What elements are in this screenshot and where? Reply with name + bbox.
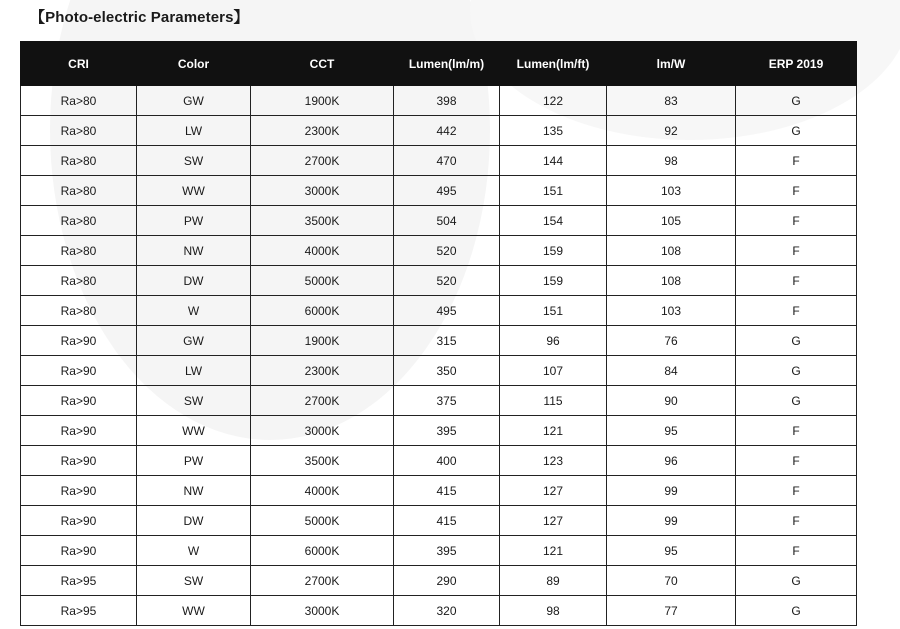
erp-2019-cell: F	[736, 416, 857, 446]
lumens-per-watt-cell: 95	[607, 536, 736, 566]
cri-cell: Ra>80	[21, 86, 137, 116]
column-header-erp-2019: ERP 2019	[736, 42, 857, 86]
cri-cell: Ra>80	[21, 116, 137, 146]
lumens-per-watt-cell: 90	[607, 386, 736, 416]
cct-cell: 3000K	[251, 176, 394, 206]
color-cell: WW	[137, 176, 251, 206]
cri-cell: Ra>90	[21, 386, 137, 416]
color-cell: SW	[137, 566, 251, 596]
column-header-lumen-per-foot: Lumen(lm/ft)	[500, 42, 607, 86]
cri-cell: Ra>80	[21, 176, 137, 206]
cct-cell: 4000K	[251, 236, 394, 266]
lumen-per-meter-cell: 350	[394, 356, 500, 386]
lumens-per-watt-cell: 108	[607, 236, 736, 266]
lumen-per-meter-cell: 315	[394, 326, 500, 356]
lumen-per-foot-cell: 159	[500, 236, 607, 266]
cri-cell: Ra>90	[21, 416, 137, 446]
lumen-per-meter-cell: 415	[394, 476, 500, 506]
lumen-per-meter-cell: 495	[394, 296, 500, 326]
erp-2019-cell: G	[736, 596, 857, 626]
lumens-per-watt-cell: 83	[607, 86, 736, 116]
color-cell: GW	[137, 326, 251, 356]
lumen-per-foot-cell: 96	[500, 326, 607, 356]
lumen-per-meter-cell: 400	[394, 446, 500, 476]
cri-cell: Ra>90	[21, 326, 137, 356]
table-row	[21, 326, 857, 356]
lumen-per-meter-cell: 290	[394, 566, 500, 596]
lumen-per-foot-cell: 127	[500, 476, 607, 506]
table-body	[21, 86, 857, 626]
table-row	[21, 476, 857, 506]
erp-2019-cell: G	[736, 326, 857, 356]
color-cell: PW	[137, 446, 251, 476]
lumen-per-foot-cell: 115	[500, 386, 607, 416]
lumen-per-foot-cell: 123	[500, 446, 607, 476]
cri-cell: Ra>95	[21, 596, 137, 626]
cri-cell: Ra>90	[21, 446, 137, 476]
lumen-per-foot-cell: 89	[500, 566, 607, 596]
color-cell: SW	[137, 146, 251, 176]
table-row	[21, 416, 857, 446]
cct-cell: 2700K	[251, 386, 394, 416]
cri-cell: Ra>80	[21, 236, 137, 266]
erp-2019-cell: F	[736, 176, 857, 206]
erp-2019-cell: F	[736, 146, 857, 176]
column-header-color: Color	[137, 42, 251, 86]
table-row	[21, 206, 857, 236]
table-header	[21, 42, 857, 86]
table-row	[21, 536, 857, 566]
cri-cell: Ra>95	[21, 566, 137, 596]
lumen-per-foot-cell: 135	[500, 116, 607, 146]
lumen-per-meter-cell: 415	[394, 506, 500, 536]
erp-2019-cell: G	[736, 386, 857, 416]
lumens-per-watt-cell: 103	[607, 296, 736, 326]
table-row	[21, 86, 857, 116]
table-row	[21, 176, 857, 206]
lumens-per-watt-cell: 103	[607, 176, 736, 206]
color-cell: LW	[137, 116, 251, 146]
erp-2019-cell: G	[736, 356, 857, 386]
cct-cell: 5000K	[251, 266, 394, 296]
color-cell: SW	[137, 386, 251, 416]
lumens-per-watt-cell: 70	[607, 566, 736, 596]
lumen-per-foot-cell: 107	[500, 356, 607, 386]
color-cell: NW	[137, 236, 251, 266]
cri-cell: Ra>90	[21, 356, 137, 386]
lumen-per-foot-cell: 121	[500, 416, 607, 446]
erp-2019-cell: F	[736, 506, 857, 536]
cct-cell: 2300K	[251, 356, 394, 386]
cri-cell: Ra>90	[21, 506, 137, 536]
cct-cell: 1900K	[251, 326, 394, 356]
lumen-per-meter-cell: 520	[394, 236, 500, 266]
lumen-per-meter-cell: 495	[394, 176, 500, 206]
lumen-per-meter-cell: 320	[394, 596, 500, 626]
lumens-per-watt-cell: 99	[607, 506, 736, 536]
lumen-per-foot-cell: 98	[500, 596, 607, 626]
photo-electric-parameters-table	[20, 41, 857, 626]
erp-2019-cell: G	[736, 566, 857, 596]
table-row	[21, 296, 857, 326]
cct-cell: 2700K	[251, 566, 394, 596]
erp-2019-cell: F	[736, 236, 857, 266]
table-row	[21, 386, 857, 416]
lumen-per-meter-cell: 442	[394, 116, 500, 146]
lumen-per-meter-cell: 375	[394, 386, 500, 416]
cct-cell: 3500K	[251, 446, 394, 476]
table-row	[21, 116, 857, 146]
lumen-per-meter-cell: 520	[394, 266, 500, 296]
erp-2019-cell: F	[736, 206, 857, 236]
lumens-per-watt-cell: 96	[607, 446, 736, 476]
cri-cell: Ra>80	[21, 146, 137, 176]
cri-cell: Ra>90	[21, 536, 137, 566]
color-cell: WW	[137, 416, 251, 446]
cct-cell: 3000K	[251, 596, 394, 626]
cct-cell: 4000K	[251, 476, 394, 506]
color-cell: W	[137, 296, 251, 326]
lumen-per-foot-cell: 159	[500, 266, 607, 296]
cct-cell: 5000K	[251, 506, 394, 536]
lumen-per-meter-cell: 398	[394, 86, 500, 116]
erp-2019-cell: F	[736, 536, 857, 566]
cri-cell: Ra>90	[21, 476, 137, 506]
lumen-per-meter-cell: 395	[394, 536, 500, 566]
color-cell: GW	[137, 86, 251, 116]
lumen-per-meter-cell: 470	[394, 146, 500, 176]
header-row	[21, 42, 857, 86]
lumen-per-foot-cell: 151	[500, 176, 607, 206]
erp-2019-cell: F	[736, 266, 857, 296]
lumens-per-watt-cell: 76	[607, 326, 736, 356]
erp-2019-cell: F	[736, 476, 857, 506]
color-cell: PW	[137, 206, 251, 236]
color-cell: W	[137, 536, 251, 566]
lumens-per-watt-cell: 84	[607, 356, 736, 386]
erp-2019-cell: F	[736, 446, 857, 476]
lumen-per-foot-cell: 121	[500, 536, 607, 566]
lumen-per-foot-cell: 154	[500, 206, 607, 236]
cri-cell: Ra>80	[21, 266, 137, 296]
lumens-per-watt-cell: 99	[607, 476, 736, 506]
lumens-per-watt-cell: 98	[607, 146, 736, 176]
lumens-per-watt-cell: 77	[607, 596, 736, 626]
lumen-per-meter-cell: 504	[394, 206, 500, 236]
table-row	[21, 446, 857, 476]
cri-cell: Ra>80	[21, 296, 137, 326]
color-cell: LW	[137, 356, 251, 386]
color-cell: WW	[137, 596, 251, 626]
column-header-cri: CRI	[21, 42, 137, 86]
color-cell: NW	[137, 476, 251, 506]
cct-cell: 6000K	[251, 296, 394, 326]
table-row	[21, 596, 857, 626]
table-row	[21, 356, 857, 386]
erp-2019-cell: F	[736, 296, 857, 326]
lumens-per-watt-cell: 108	[607, 266, 736, 296]
table-row	[21, 566, 857, 596]
lumen-per-foot-cell: 151	[500, 296, 607, 326]
column-header-lumens-per-watt: lm/W	[607, 42, 736, 86]
cct-cell: 1900K	[251, 86, 394, 116]
cct-cell: 3000K	[251, 416, 394, 446]
erp-2019-cell: G	[736, 86, 857, 116]
cct-cell: 3500K	[251, 206, 394, 236]
table-row	[21, 266, 857, 296]
lumens-per-watt-cell: 105	[607, 206, 736, 236]
lumen-per-meter-cell: 395	[394, 416, 500, 446]
column-header-cct: CCT	[251, 42, 394, 86]
lumen-per-foot-cell: 122	[500, 86, 607, 116]
erp-2019-cell: G	[736, 116, 857, 146]
lumen-per-foot-cell: 127	[500, 506, 607, 536]
cct-cell: 2300K	[251, 116, 394, 146]
color-cell: DW	[137, 506, 251, 536]
table-row	[21, 146, 857, 176]
lumens-per-watt-cell: 92	[607, 116, 736, 146]
lumen-per-foot-cell: 144	[500, 146, 607, 176]
column-header-lumen-per-meter: Lumen(lm/m)	[394, 42, 500, 86]
table-row	[21, 506, 857, 536]
cct-cell: 6000K	[251, 536, 394, 566]
cri-cell: Ra>80	[21, 206, 137, 236]
table-row	[21, 236, 857, 266]
color-cell: DW	[137, 266, 251, 296]
cct-cell: 2700K	[251, 146, 394, 176]
section-title: 【Photo-electric Parameters】	[30, 9, 249, 26]
lumens-per-watt-cell: 95	[607, 416, 736, 446]
